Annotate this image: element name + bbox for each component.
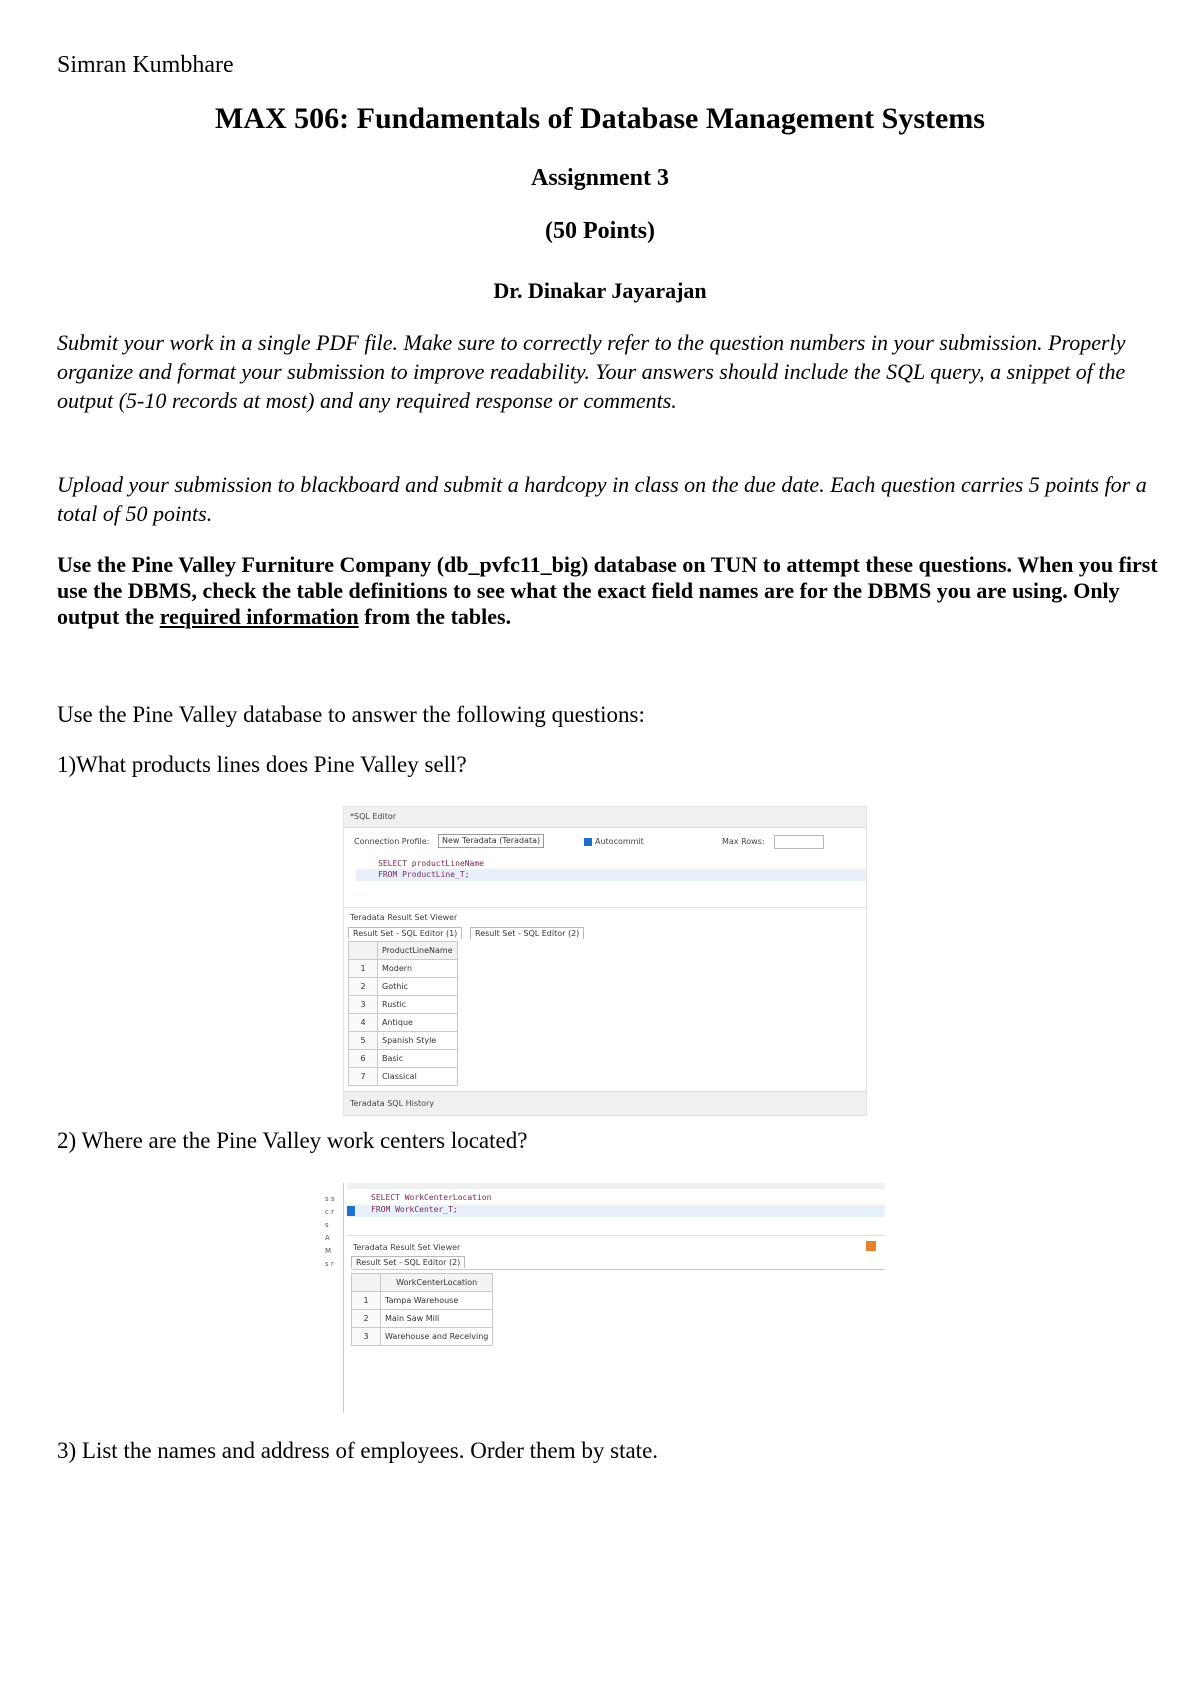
author-name: Simran Kumbhare (57, 52, 234, 78)
instructor-name: Dr. Dinakar Jayarajan (493, 278, 707, 303)
question-3: 3) List the names and address of employees. Order them by state. (57, 1438, 659, 1463)
connection-profile-select[interactable]: New Teradata (Teradata) (438, 834, 544, 848)
result-tab-1[interactable]: Result Set - SQL Editor (1) (348, 927, 462, 939)
result-viewer-tab: Teradata Result Set Viewer (353, 1243, 461, 1252)
table-row: 4 Antique (349, 1014, 458, 1032)
assignment-number: Assignment 3 (530, 165, 669, 191)
sql-history-tab[interactable]: Teradata SQL History (350, 1099, 435, 1108)
result-table (351, 1273, 493, 1346)
column-header: WorkCenterLocation (381, 1274, 493, 1292)
result-tab[interactable]: Result Set - SQL Editor (2) (351, 1256, 465, 1268)
question-1: 1)What products lines does Pine Valley sell? (57, 752, 467, 777)
table-row: 3 Rustic (349, 996, 458, 1014)
question-2: 2) Where are the Pine Valley work centers located? (57, 1128, 528, 1153)
table-row: 7 Classical (349, 1068, 458, 1086)
screenshot-work-centers (325, 1183, 885, 1413)
sql-editor-tab: *SQL Editor (350, 812, 397, 821)
course-title: MAX 506: Fundamentals of Database Management Systems (215, 102, 985, 135)
autocommit-toggle[interactable]: Autocommit (584, 837, 644, 846)
database-instructions: Use the Pine Valley Furniture Company (db_pvfc11_big) database on TUN to attempt these questions. When you first use the DBMS, check the table definitions to see what the exact field names are for the DBMS you are using. Only output the required information from the tables. (57, 552, 1158, 629)
result-table (348, 941, 458, 1086)
toolbar-icon[interactable] (866, 1241, 876, 1251)
sql-line-1: SELECT productLineName (378, 859, 484, 868)
sql-line-2: FROM ProductLine_T; (378, 870, 470, 879)
sql-line-1: SELECT WorkCenterLocation (371, 1193, 492, 1202)
screenshot-product-lines (343, 806, 867, 1116)
checkbox-icon (584, 838, 592, 846)
table-row: 6 Basic (349, 1050, 458, 1068)
column-header: ProductLineName (378, 942, 458, 960)
questions-intro: Use the Pine Valley database to answer the following questions: (57, 702, 645, 727)
result-tab-2[interactable]: Result Set - SQL Editor (2) (470, 927, 584, 939)
max-rows-label: Max Rows: (722, 837, 765, 846)
max-rows-input[interactable] (774, 835, 824, 849)
assignment-points: (50 Points) (545, 218, 655, 244)
table-row: 2 Main Saw Mill (352, 1310, 493, 1328)
sql-line-2: FROM WorkCenter_T; (371, 1205, 458, 1214)
result-viewer-tab: Teradata Result Set Viewer (350, 913, 458, 922)
table-row: 1 Modern (349, 960, 458, 978)
table-row: 3 Warehouse and Receiving (352, 1328, 493, 1346)
submission-instructions: Submit your work in a single PDF file. Make sure to correctly refer to the question numbers in your submission. Properly organize and format your submission to improve readability. Your answers should include the SQL query, a snippet of the output (5-10 records at most) and any required response or comments. (57, 330, 1126, 413)
table-row: 1 Tampa Warehouse (352, 1292, 493, 1310)
left-gutter-marks: s s c r s A M s r (325, 1195, 335, 1268)
table-row: 2 Gothic (349, 978, 458, 996)
table-row: 5 Spanish Style (349, 1032, 458, 1050)
connection-profile-label: Connection Profile: (354, 837, 430, 846)
upload-instructions: Upload your submission to blackboard and submit a hardcopy in class on the due date. Each question carries 5 points for a total of 50 points. (57, 472, 1147, 526)
